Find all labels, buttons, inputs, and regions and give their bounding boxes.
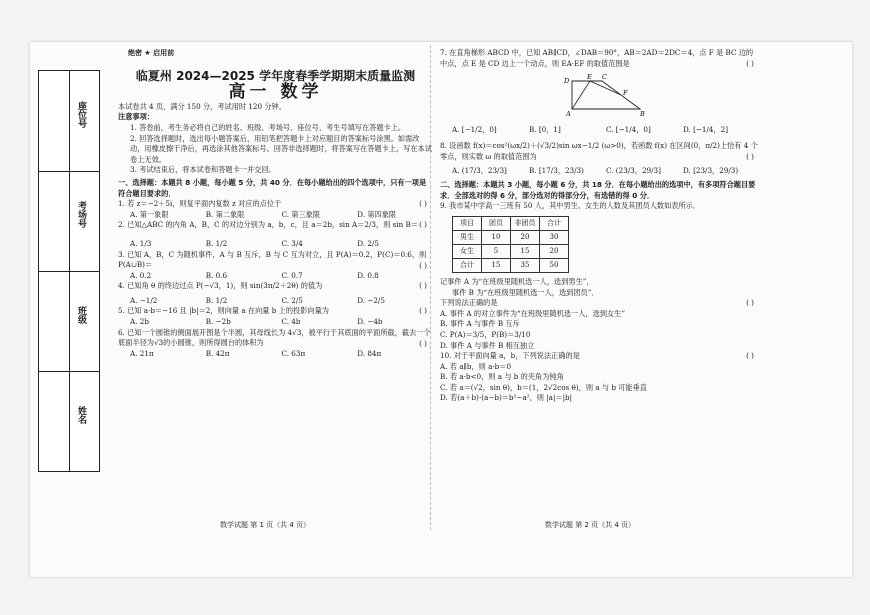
option: B. 1/2 [205,295,228,305]
answer-paren: ( ) [419,220,427,230]
question-stem: 5. 已知 a·b＝−16 且 |b|＝2，则向量 a 在向量 b 上的投影向量为 [118,306,329,316]
point-label: E [587,73,592,82]
answer-paren: ( ) [746,298,754,308]
question-1 [118,199,433,220]
point-label: C [602,73,607,82]
table-header-cell: 团员 [482,216,511,230]
option: A. 21π [130,348,154,358]
option: A. 0.2 [130,270,152,280]
question-stem: 8. 设函数 f(x)＝cos²(ωx/2)＋(√3/2)sin ωx−1/2 (ω>0)，若函数 f(x) 在区间(0，π/2)上恰有 4 个零点，则实数 ω 的取值范围为 [440,141,758,161]
option: C. 3/4 [281,238,303,248]
question-text: 事件 B 为“在班级里随机选一人，选到团员”． [452,287,599,297]
point-label: D [564,77,570,86]
question-stem: 4. 已知角 θ 的终边过点 P(−√3，1)，则 sin(3π/2＋2θ) 的值为 [118,281,323,291]
question-6 [118,328,433,360]
option: B. −2b [205,317,231,327]
option: D. 第四象限 [357,209,397,219]
table-cell: 15 [482,258,511,272]
question-2 [118,220,433,249]
options [118,349,433,360]
table-cell: 15 [511,244,540,258]
option: C. 4b [281,317,301,327]
option: C. 0.7 [281,270,303,280]
answer-paren: ( ) [419,306,427,316]
option: A. 第一象限 [130,209,169,219]
table-header-cell: 非团员 [511,216,540,230]
option: C. (23/3，29/3] [606,165,661,175]
option: C. 第三象限 [281,209,321,219]
box-row-line [39,271,99,272]
table-cell: 20 [540,244,569,258]
option: D. −2/5 [357,295,385,305]
note-item: 3. 考试结束后，将本试卷和答题卡一并交回。 [130,165,276,175]
exam-subject: 高一 数学 [228,82,323,103]
question-stem: 7. 在直角梯形 ABCD 中，已知 AB∥CD，∠DAB＝90°，AB＝2AD＝2DC＝4，点 F 是 BC 边的中点，点 E 是 CD 边上一个动点，则 EA·EF 的取值范围是 [440,48,754,68]
answer-paren: ( ) [746,152,754,162]
section-2-heading: 二、选择题：本题共 3 小题，每小题 6 分，共 18 分．在每小题给出的选项中，有多项符合题目要求．全部选对的得 6 分，部分选对的得部分分，有选错的得 0 分． [440,180,756,200]
options [118,239,433,250]
seat-number-label: 座位号 [76,101,86,128]
note-item: 2. 回答选择题时，选出每小题答案后，用铅笔把答题卡上对应题目的答案标号涂黑。如需改动，用橡皮擦干净后，再选涂其他答案标号。回答非选择题时，将答案写在答题卡上，写在本试卷上无效。 [130,133,432,164]
table-row [453,244,569,258]
section-1-heading: 一、选择题：本题共 8 小题，每小题 5 分，共 40 分．在每小题给出的四个选项中，只有一项是符合题目要求的． [118,177,427,198]
table-cell: 35 [511,258,540,272]
option: A. 1/3 [130,238,152,248]
table-cell: 20 [511,230,540,244]
answer-paren: ( ) [419,260,427,270]
option: A. −1/2 [130,295,158,305]
table-cell: 男生 [453,230,482,244]
option: A. [−1/2，0] [452,124,497,134]
table-cell: 合计 [453,258,482,272]
question-stem: 10. 对于平面向量 a，b，下列说法正确的是 [440,351,580,361]
note-item: 1. 答卷前，考生务必将自己的姓名、班级、考场号、座位号、考生号填写在答题卡上。 [130,122,406,132]
intro-text: 本试卷共 4 页，满分 150 分，考试用时 120 分钟。 [118,101,286,111]
option: A. 2b [130,317,149,327]
answer-paren: ( ) [419,338,427,348]
option: D. 2/5 [357,238,379,248]
option: D. [−1/4，2] [683,124,729,134]
table-cell: 5 [482,244,511,258]
option: B. 第二象限 [205,209,245,219]
table-header-cell: 项目 [453,216,482,230]
table-row [453,258,569,272]
option: D. −4b [357,317,383,327]
options [118,271,433,282]
page-2 [440,48,760,404]
option: D. 若(a＋b)·(a−b)＝b²−a²，则 |a|＝|b| [440,393,573,403]
question-5 [118,306,433,327]
options [440,166,760,177]
option: C. [−1/4，0] [606,124,651,134]
question-text: 记事件 A 为“在班级里随机选一人，选到男生”， [440,276,594,286]
box-row-line [39,371,99,372]
option: B. 若 a·b<0，则 a 与 b 的夹角为钝角 [440,372,564,382]
box-row-line [39,171,99,172]
question-9 [440,201,760,351]
question-10 [440,351,760,404]
question-stem: 9. 我市某中学高一三班有 50 人，其中男生、女生的人数及其团员人数如表所示． [440,201,701,211]
trapezoid-abcd [572,81,640,109]
binding-info-box [38,70,100,472]
question-text: 下列说法正确的是 [440,298,498,308]
option: C. 63π [281,348,306,358]
answer-paren: ( ) [419,199,427,209]
exam-title: 临夏州 2024—2025 学年度春季学期期末质量监测 [135,68,416,83]
notes-title: 注意事项： [118,112,154,122]
answer-paren: ( ) [746,59,754,68]
question-text-row [440,298,760,309]
option: B. [0，1] [529,124,561,134]
table-cell: 女生 [453,244,482,258]
option: B. [17/3，23/3) [529,165,584,175]
exam-room-label: 考场号 [76,201,86,228]
question-8 [440,141,760,176]
segment-ea [572,81,590,109]
question-4 [118,281,433,306]
class-label: 班级 [76,306,86,324]
question-stem: 3. 已知 A，B，C 为随机事件，A 与 B 互斥，B 与 C 互为对立，且 P(A)＝0.2，P(C)＝0.6，则 P(A∪B)＝ [118,249,427,270]
option: D. 0.8 [357,270,379,280]
option: B. 1/2 [205,238,228,248]
option: C. P(A)＝3/5，P(B)＝3/10 [440,329,531,339]
question-7 [440,48,760,135]
question-stem: 2. 已知△ABC 的内角 A，B，C 的对边分别为 a，b，c，且 a＝2b，sin A＝2/3，则 sin B＝ [118,220,418,230]
option: D. [23/3，29/3) [683,165,739,175]
option: B. 42π [205,348,230,358]
options [118,317,433,328]
point-label: A [566,110,571,118]
question-stem: 6. 已知一个圆锥的侧面展开图是个半圆，其母线长为 4√3，被平行于其底面的平面所截，截去一个底面半径为√3的小圆锥，则所得圆台的体积为 [118,327,431,348]
option: A. 事件 A 的对立事件为“在班级里随机选一人，选到女生” [440,308,625,318]
point-label: B [640,110,645,118]
option: A. (17/3，23/3] [452,165,507,175]
option: C. 2/5 [281,295,303,305]
page-1-footer: 数学试题 第 1 页（共 4 页） [220,521,311,529]
page-2-footer: 数学试题 第 2 页（共 4 页） [545,521,636,529]
name-label: 姓名 [76,406,86,424]
secret-mark: 绝密 ★ 启用前 [128,49,175,57]
option: D. 事件 A 与事件 B 相互独立 [440,340,535,350]
options [118,296,433,307]
table-cell: 30 [540,230,569,244]
question-3 [118,250,433,282]
table-cell: 50 [540,258,569,272]
page-1 [118,48,433,359]
point-label: F [623,89,628,98]
table-row [453,216,569,230]
answer-paren: ( ) [746,351,754,361]
trapezoid-figure [558,73,648,117]
table-row [453,230,569,244]
option: C. 若 a＝(√2，sin θ)，b＝(1，2√2cos θ)，则 a 与 b 可能垂直 [440,382,647,392]
student-table [452,216,569,273]
question-stem: 1. 若 z＝−2＋5i，则复平面内复数 z 对应的点位于 [118,199,282,209]
option: D. 84π [357,348,382,358]
option: B. 0.6 [205,270,228,280]
options [118,210,433,221]
answer-paren: ( ) [419,281,427,291]
option: B. 事件 A 与事件 B 互斥 [440,319,520,329]
table-header-cell: 合计 [540,216,569,230]
table-cell: 10 [482,230,511,244]
option: A. 若 a∥b，则 a·b＝0 [440,361,512,371]
options [440,125,760,136]
